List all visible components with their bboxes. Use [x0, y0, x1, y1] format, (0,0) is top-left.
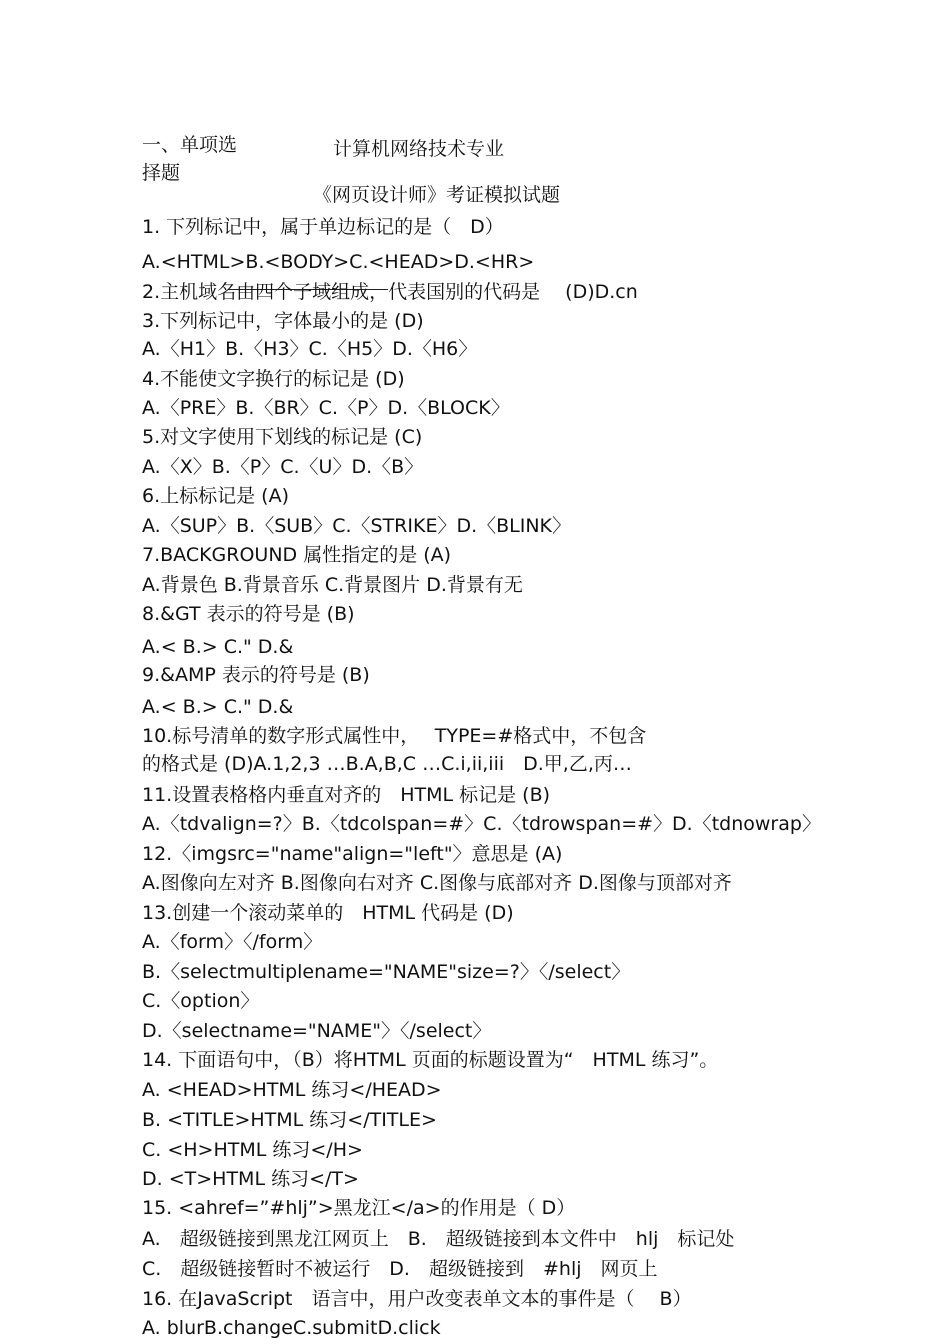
question-1: 1. 下列标记中，属于单边标记的是（ D） [142, 216, 504, 238]
question-9: 9.&AMP 表示的符号是 (B) [142, 664, 370, 686]
option-13d: D.〈selectname="NAME"〉〈/select〉 [142, 1020, 492, 1042]
exam-title: 《网页设计师》考证模拟试题 [313, 184, 561, 206]
question-3: 3.下列标记中，字体最小的是 (D) [142, 310, 424, 332]
section-heading-line1: 一、单项选 [142, 134, 238, 156]
option-13a: A.〈form〉〈/form〉 [142, 931, 323, 953]
options-15ab: A. 超级链接到黑龙江网页上 B. 超级链接到本文件中 hlj 标记处 [142, 1228, 735, 1250]
question-5: 5.对文字使用下划线的标记是 (C) [142, 426, 423, 448]
option-14a: A. <HEAD>HTML 练习</HEAD> [142, 1079, 442, 1101]
option-13b: B.〈selectmultiplename="NAME"size=?〉〈/select〉 [142, 961, 631, 983]
options-3: A.〈H1〉B.〈H3〉C.〈H5〉D.〈H6〉 [142, 338, 478, 360]
question-6: 6.上标标记是 (A) [142, 485, 289, 507]
options-1: A.<HTML>B.<BODY>C.<HEAD>D.<HR> [142, 251, 535, 273]
question-16: 16. 在JavaScript 语言中，用户改变表单文本的事件是（ B） [142, 1288, 692, 1310]
options-5: A.〈X〉B.〈P〉C.〈U〉D.〈B〉 [142, 456, 424, 478]
option-13c: C.〈option〉 [142, 990, 260, 1012]
option-14c: C. <H>HTML 练习</H> [142, 1139, 363, 1161]
options-6: A.〈SUP〉B.〈SUB〉C.〈STRIKE〉D.〈BLINK〉 [142, 515, 572, 537]
question-10-cont: 的格式是 (D)A.1,2,3 …B.A,B,C …C.i,ii,iii D.甲,乙,丙… [142, 753, 632, 775]
options-15cd: C. 超级链接暂时不被运行 D. 超级链接到 #hlj 网页上 [142, 1258, 658, 1280]
question-10: 10.标号清单的数字形式属性中， TYPE=#格式中，不包含 [142, 725, 647, 747]
options-7: A.背景色 B.背景音乐 C.背景图片 D.背景有无 [142, 574, 523, 596]
options-16: A. blurB.changeC.submitD.click [142, 1317, 441, 1339]
question-15: 15. <ahref=”#hlj”>黑龙江</a>的作用是（ D） [142, 1197, 576, 1219]
question-11: 11.设置表格格内垂直对齐的 HTML 标记是 (B) [142, 784, 551, 806]
options-11: A.〈tdvalign=?〉B.〈tdcolspan=#〉C.〈tdrowspan=#〉D.〈tdnowrap〉 [142, 813, 821, 835]
question-7: 7.BACKGROUND 属性指定的是 (A) [142, 544, 452, 566]
options-9: A.< B.> C." D.& [142, 696, 294, 718]
question-2: 2.主机域名由四个子域组成，代表国别的代码是 (D)D.cn [142, 281, 638, 303]
section-heading-line2: 择题 [142, 162, 181, 184]
option-14b: B. <TITLE>HTML 练习</TITLE> [142, 1109, 437, 1131]
options-8: A.< B.> C." D.& [142, 636, 294, 658]
question-8: 8.&GT 表示的符号是 (B) [142, 603, 355, 625]
question-4: 4.不能使文字换行的标记是 (D) [142, 368, 405, 390]
options-12: A.图像向左对齐 B.图像向右对齐 C.图像与底部对齐 D.图像与顶部对齐 [142, 872, 732, 894]
question-13: 13.创建一个滚动菜单的 HTML 代码是 (D) [142, 902, 514, 924]
question-14: 14. 下面语句中，（B）将HTML 页面的标题设置为“ HTML 练习”。 [142, 1049, 719, 1071]
options-4: A.〈PRE〉B.〈BR〉C.〈P〉D.〈BLOCK〉 [142, 397, 510, 419]
option-14d: D. <T>HTML 练习</T> [142, 1168, 359, 1190]
major-title: 计算机网络技术专业 [333, 138, 505, 160]
question-12: 12.〈imgsrc="name"align="left"〉意思是 (A) [142, 843, 563, 865]
